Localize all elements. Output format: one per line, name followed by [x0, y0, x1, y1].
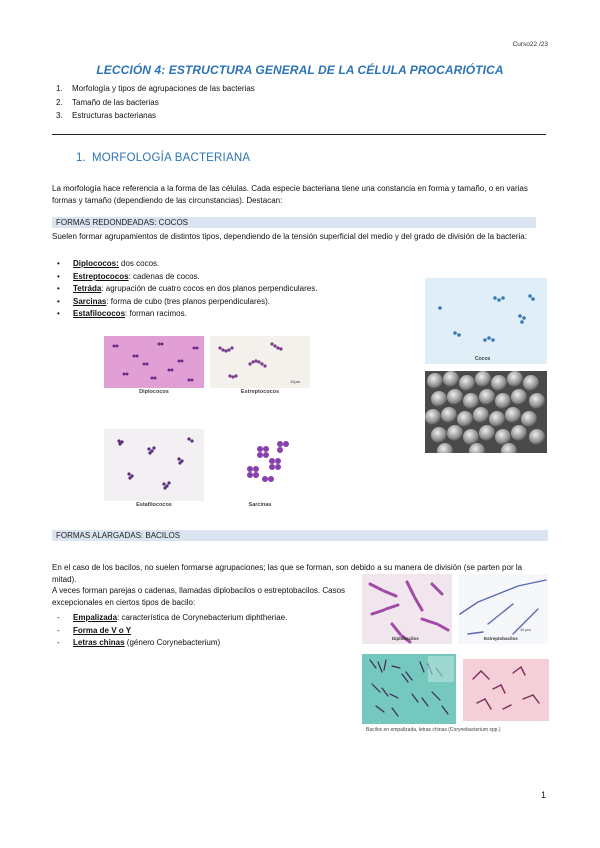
- sarcinas-image: [210, 429, 310, 501]
- table-of-contents: [56, 82, 255, 123]
- toc-item: 3. Estructuras bacterianas: [56, 111, 157, 120]
- list-item: • Diplococos: dos cocos.: [57, 259, 160, 268]
- page-title: LECCIÓN 4: ESTRUCTURA GENERAL DE LA CÉLULA PROCARIÓTICA: [96, 63, 504, 77]
- cocos-list: [52, 258, 432, 321]
- cocos-stain-image: [425, 278, 547, 364]
- page-number: 1: [540, 790, 546, 800]
- list-item: • Sarcinas: forma de cubo (tres planos perpendiculares).: [57, 296, 270, 306]
- estreptobacilos-image: [458, 574, 548, 644]
- bacilos-paragraph-2: A veces forman parejas o cadenas, llamadas diplobacilos o estreptobacilos. Casos excepcionales en ciertos tipos de bacilo:: [52, 586, 346, 607]
- cocos-paragraph: Suelen formar agrupamientos de distintos tipos, dependiendo de la tensión superficial del medio y del grado de división de la bacteria:: [52, 232, 527, 241]
- list-item: - Empalizada: característica de Corynebacterium diphtheriae.: [57, 613, 288, 622]
- divider: [52, 134, 546, 135]
- estafilococos-image: [104, 429, 204, 501]
- figure-caption: Estreptobacilos: [484, 636, 518, 641]
- list-item: • Tetráda: agrupación de cuatro cocos en dos planos perpendiculares.: [57, 284, 318, 293]
- figure-caption: Bacilos en empalizada, letras chinas (Corynebacterium spp.): [366, 727, 501, 733]
- cocos-figure: [100, 336, 312, 516]
- scale-label: 10 µm: [520, 628, 531, 632]
- intro-paragraph: La morfología hace referencia a la forma de las células. Cada especie bacteriana tiene una constancia en forma y tamaño, o en varias formas y tamaño (dependiendo de las circunstancias). Destacan:: [52, 184, 528, 205]
- figure-caption: Sarcinas: [248, 502, 272, 508]
- figure-caption: Estafilococos: [136, 502, 172, 508]
- estreptococos-image: [210, 336, 310, 388]
- diplococos-image: [104, 336, 204, 388]
- cocos-band: FORMAS REDONDEADAS: COCOS: [52, 217, 536, 228]
- list-item: - Forma de V o Y: [57, 625, 132, 635]
- section-heading: 1. MORFOLOGÍA BACTERIANA: [76, 152, 251, 164]
- cocos-sem-image: [425, 371, 547, 453]
- course-label: Curso22 /23: [512, 41, 548, 48]
- figure-caption: Diplococos: [139, 389, 169, 395]
- figure-caption: Diplobacilos: [392, 636, 419, 641]
- scale-label: 10µm: [290, 379, 301, 384]
- bacilos-list: [52, 612, 362, 650]
- figure-caption: Estreptococos: [240, 389, 280, 395]
- empalizada-image: [362, 654, 456, 724]
- list-item: • Estreptococos: cadenas de cocos.: [57, 271, 200, 281]
- diplobacilos-image: [362, 574, 452, 644]
- toc-item: 1. Morfología y tipos de agrupaciones de las bacterias: [56, 84, 255, 93]
- list-item: • Estafilococos: forman racimos.: [57, 309, 187, 318]
- letras-chinas-image: [463, 659, 549, 721]
- list-item: - Letras chinas (género Corynebacterium): [57, 638, 221, 647]
- toc-item: 2. Tamaño de las bacterias: [56, 97, 159, 107]
- bacilos-band: FORMAS ALARGADAS: BACILOS: [52, 530, 548, 541]
- bacilos-paragraph: En el caso de los bacilos, no suelen formarse agrupaciones; las que se forman, son debido a su manera de división (se parten por la mitad).: [52, 563, 523, 584]
- figure-caption: Cocos: [475, 356, 491, 362]
